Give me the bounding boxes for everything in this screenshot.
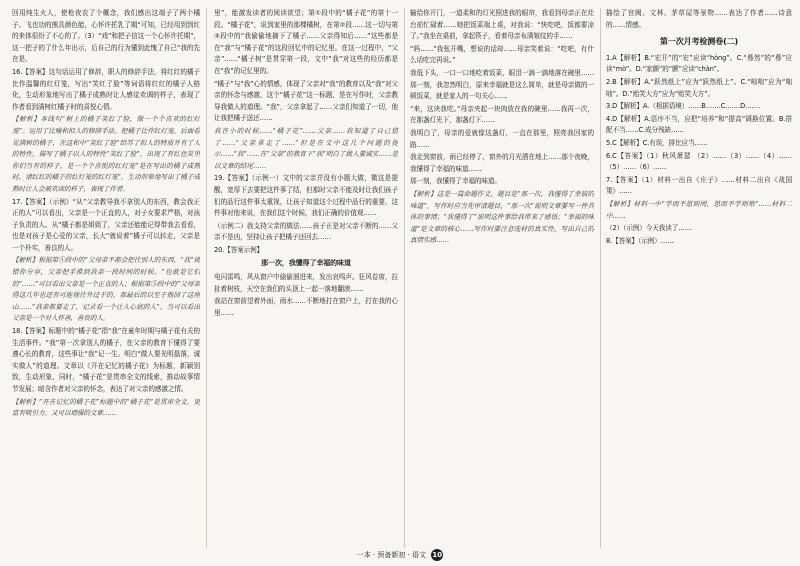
paragraph: 19.【答案】（示例一）文中的父亲并没有小题大做，微这是提醒，宽厚下去要把这件事了结，但那时父亲不能及时让我们孩子们的品行这件事太重视，让孩子知道这个过程中品行的重要，这件事对他来说，在我们这个时候，我们正确的价值观…… [214,174,398,218]
paragraph: 我站在窗前望着外面，雨水……不断地打在窗户上，打在我的心里…… [214,297,398,317]
paragraph: 输给你开门，一道柔和的灯光照进我的眼帘，我看到母亲正在灶台前忙碌着……她把饭菜端上桌，对我说：“快吃吧，饭都要凉了。”我坐在桌前，拿起筷子，看着母亲布满皱纹的手…… [410,9,594,41]
paragraph: 1.A【解析】B.“宏开”的“宏”应读“hóng”。C.“蓦然”的“蓦”应读“mò”。D.“家颤”的“颤”应读“chàn”。 [606,53,792,74]
paragraph: 【解析】这是一篇命题作文，题目是“那一次，我懂得了幸福的味道”。写作时应当先审清题目，“那一次”说明文章要写一件具体的事情；“我懂得了”说明这件事给我带来了感悟；“幸福的味道”是文章的核心……写作时要注意选材的真实性，写出自己的真情实感…… [410,189,594,245]
column-divider [600,8,601,548]
page-number: 10 [432,551,443,559]
column-divider [404,8,405,548]
paragraph: 回用纯生火人，使枪夜农了个概念，我们感出这端子了两个橘子。飞也功的熊具颜色能，心怀许托乳了期“可知，已经用到到红的来体很纷了不心的了。（3）“戏”和把子信这一个心怀许托期”，这一把子的了什么年出示，后自己的行为懂到此愧了自己“我的先在是。 [12,9,200,64]
column-divider [206,8,207,548]
paragraph: 【解析】材料一中“学而不思则罔，思而不学则殆”……材料二中…… [606,199,792,220]
column-2 [214,8,398,538]
paragraph: 我在小的时候……“橘子花”……父亲……我知道了自己错了……“父亲拿走了……”但是在文中这几个问题的提示……“我”……在“父亲”的教育下“我”明白了做人要诚实……是以文章的结尾…… [214,126,398,170]
paragraph: “橘子”与“我”心的情感，体现了父亲对“我”的教育以及“我”对父亲的怀念与感激，这个“橘子花”这一标题，是在写作时，父亲教导我做人的道理。“我”，父亲拿起了……父亲们知道了一切，他让我把橘子送还…… [214,79,398,123]
paragraph: 6.C【答案】（1）秋风萧瑟 （2）……（3）……（4）……（5）……（6）…… [606,151,792,172]
paragraph: “来，这块我吃。”母亲夹起一块肉放在我的碗里……我再一次，在那盏灯光下，那盏灯下…… [410,104,594,125]
paragraph: 我走到窗前，雨已经停了，窗外的月光洒在地上……那个夜晚，我懂得了幸福的味道…… [410,153,594,173]
paragraph: “妈……”我张开嘴，想说的话却……母亲笑着说：“吃吧，有什么话吃完再说。” [410,44,594,65]
paragraph: 20.【答案示例】 [214,245,264,254]
paragraph: 8.【答案】（示例）…… [606,236,674,245]
paragraph: 4.D【解析】A.语序不当，应把“培养”和“提高”调换位置。B.搭配不当……C.成分残缺…… [606,114,792,135]
paragraph: 描绘了宫阙、文林、茅草屋等景物……表达了作者……诗意的……情感。 [606,9,792,29]
paragraph: 我低下头，一口一口地吃着饭菜，眼泪一滴一滴地落在碗里……那一刻，我忽然明白，原来幸福就是这么简单，就是母亲做的一顿饭菜，就是家人的一句关心…… [410,68,594,101]
paragraph: 【解析】本线句“树上的橘子笑红了脸，像一个个喜欢的红灯笼”。运用了比喻和拟人的修辞手法。把橘子比作红灯笼，后面看见满树的橘子，在这和中“笑红了脸”给苏了拟人的特质并有了人的特性，描写了橘子以人的特性“笑红了脸”，出现了有红色笑里你们当有的样子，是一个个喜悦的红灯笼”是在写出的橘子成熟时，诸红红的橘子的红灯笼的红灯笼”，生动形象地写出了橘子成熟时让人会被欢读的样子，表现了作者。 [12,115,200,193]
essay-title: 那一次，我懂得了幸福的味道 [261,259,351,268]
paragraph: 2.B【解析】A.“跃然纸上”应为“跃然纸上”。C.“咄咄”应为“咄咄”。D.“贻笑大方”应为“贻笑大方”。 [606,77,792,98]
paragraph: （2）（示例）今天我读了…… [606,224,692,233]
paragraph: 【解析】“开在记忆的橘子花”标题中的“橘子花”是贯串全文，更富有吸引力。又可以增强的文章…… [12,397,200,418]
paragraph: （示例二）我支持父亲的做法……孩子正是对父亲不断的……父亲不是凶，坚持让孩子把橘子还回去…… [214,221,398,242]
column-3 [410,8,594,538]
column-1 [12,8,200,538]
paragraph: 我明白了，母亲的爱就像这盏灯，一直在那里，照亮我回家的路…… [410,128,594,149]
paragraph: 18.【答案】标题中的“橘子花”指“我”在童年时期与橘子花有关的生活事件。“我”第一次拿别人的橘子，在父亲的教育下懂得了要遵心长的教育，这些事让“我”记一生。明白“做人要光明磊落，诚实做人”的道理。文章以《开在记忆的橘子花》为标题，新颖别致，生动形象，同时，“橘子花”是贯串全文的线索，推动故事情节发展；暗含作者对父亲的怀念，表达了对父亲的感激之情。 [12,327,200,393]
paragraph: 【解析】根据第④段中的“父母亲不都会把往别人的东西，“我”说错你分享，父亲把手推到我亲一段时间的时候，“也就是它们的”……”可以看出父亲是一个正直的人；根据第⑤段中的“父母亲得这几年也还有可能地往外过于的，那最后的以至于他回了这座山……”我亲都要走了，记录看一个让人心底的人”，当可以看出父亲是一个对人怀善，善良的人。 [12,256,200,323]
footer-text: 一本 · 预备新初 · 语文 [356,551,427,559]
paragraph: 16.【答案】这句话运用了修辞，职人的修辞手法，将红红的橘子比作温馨的红灯笼，写出“笑红了脸”等词语将红红的橘子人格化，生动形象地写出了橘子成熟时让人感觉欢调的样子，表现了作者看到满树红橘子时的喜悦心情。 [12,67,200,111]
paragraph: 5.C【解析】C.有误，排比应当…… [606,138,708,147]
column-4 [606,8,792,538]
page-footer [0,549,800,561]
paragraph: 17.【答案】（示例）“从”父亲教导我不拿别人的东西，教会我正正的人”可以看出，父亲是一个正直的人，对子女要求严格，对孩子负责的人。从“橘子都是姐姐了，父亲还能能记得带我去看看，也是对孩子是心爱的父亲，长大“就说着”橘子可以转走，父亲是一个朴实，善良的人。 [12,197,200,252]
paragraph: 7.【答案】（1）材料一出自《庄子》……材料二出自《战国策》…… [606,175,792,196]
paragraph: 那一刻，我懂得了幸福的味道。 [410,177,501,186]
paragraph: 电闪雷鸣，风从窗户中偷偷溜进来，发出哀鸣声。狂风卷席，拉扯着树枝，天空在我们的头顶上一起一落地翻滚…… [214,273,398,293]
paragraph: 里”，能激发读者的阅读欲望；第①段中的“橘子花”的第十一段。“橘子花”，说到家里的那棵橘树，在第②段……这一切与第③段中的“我偷偷地摘下了橘子……父亲得知后……”这些都是在“我”与“橘子花”的这段回忆中的记忆里。在这一过程中，“父亲”……“橘子树”是贯穿第一段，文中“我”对这些的经历都是在“我”的记忆里的。 [214,9,398,75]
section-title: 第一次月考检测卷(二) [659,37,739,47]
paragraph: 3.D【解析】A.（根据语境）……B.……C.……D.…… [606,102,761,111]
